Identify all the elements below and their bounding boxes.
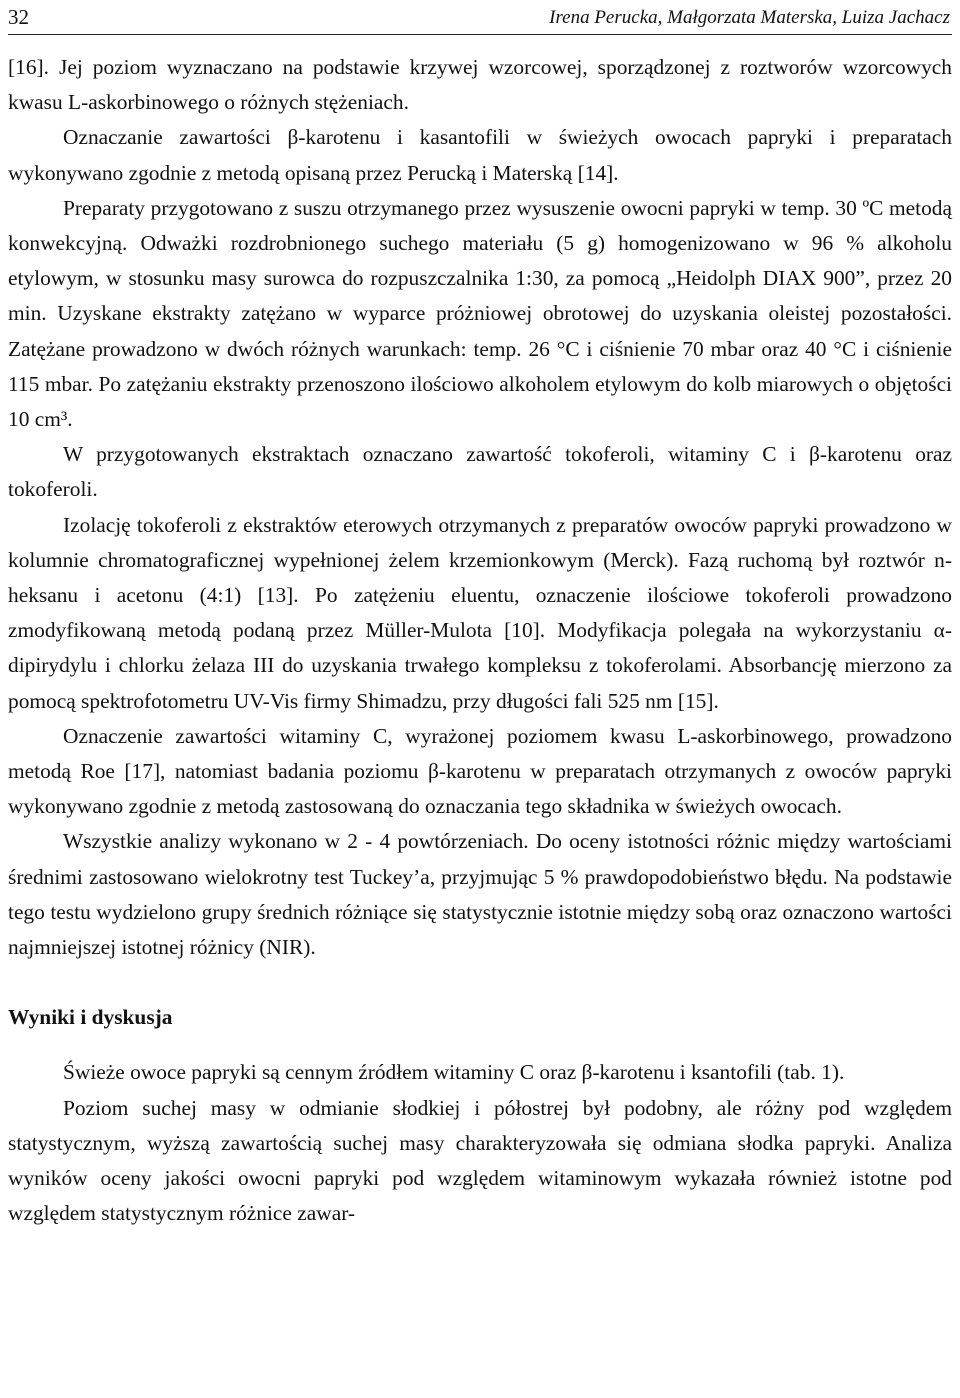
page-number: 32 <box>8 5 29 29</box>
paragraph: Poziom suchej masy w odmianie słodkiej i półostrej był podobny, ale różny pod względem statystycznym, wyższą zawartością suchej masy charakteryzowała się odmiana słodka papryki. Analiza wyników oceny jakości owocni papryki pod względem witaminowym wykazała również istotne pod względem statystycznym różnice zawar- <box>8 1095 952 1226</box>
paragraph: Oznaczenie zawartości witaminy C, wyrażonej poziomem kwasu L-askorbinowego, prowadzono metodą Roe [17], natomiast badania poziomu β-karotenu w preparatach otrzymanych z owoców papryki wykonywano zgodnie z metodą zastosowaną do oznaczania tego składnika w świeżych owocach. <box>8 723 952 819</box>
running-head: Irena Perucka, Małgorzata Materska, Luiza Jachacz <box>549 7 950 28</box>
page-header <box>8 4 952 35</box>
paragraph: W przygotowanych ekstraktach oznaczano zawartość tokoferoli, witaminy C i β-karotenu oraz tokoferoli. <box>8 442 952 502</box>
paragraph: Izolację tokoferoli z ekstraktów eterowych otrzymanych z preparatów owoców papryki prowadzono w kolumnie chromatograficznej wypełnionej żelem krzemionkowym (Merck). Fazą ruchomą był roztwór n-heksanu i acetonu (4:1) [13]. Po zatężeniu eluentu, oznaczenie ilościowe tokoferoli prowadzono zmodyfikowaną metodą podaną przez Müller-Mulota [10]. Modyfikacja polegała na wykorzystaniu α-dipirydylu i chlorku żelaza III do uzyskania trwałego kompleksu z tokoferolami. Absorbancję mierzono za pomocą spektrofotometru UV-Vis firmy Shimadzu, przy długości fali 525 nm [15]. <box>8 512 952 713</box>
body-text <box>8 50 952 1232</box>
paragraph: Preparaty przygotowano z suszu otrzymanego przez wysuszenie owocni papryki w temp. 30 ºC metodą konwekcyjną. Odważki rozdrobnionego suchego materiału (5 g) homogenizowano w 96 % alkoholu etylowym, w stosunku masy surowca do rozpuszczalnika 1:30, za pomocą „Heidolph DIAX 900”, przez 20 min. Uzyskane ekstrakty zatężano w wyparce próżniowej obrotowej do uzyskania oleistej pozostałości. Zatężane prowadzono w dwóch różnych warunkach: temp. 26 °C i ciśnienie 70 mbar oraz 40 °C i ciśnienie 115 mbar. Po zatężaniu ekstrakty przenoszono ilościowo alkoholem etylowym do kolb miarowych o objętości 10 cm³. <box>8 195 952 432</box>
section-heading: Wyniki i dyskusja <box>8 1005 173 1030</box>
paragraph: Wszystkie analizy wykonano w 2 - 4 powtórzeniach. Do oceny istotności różnic między wartościami średnimi zastosowano wielokrotny test Tuckey’a, przyjmując 5 % prawdopodobieństwo błędu. Na podstawie tego testu wydzielono grupy średnich różniące się statystycznie istotnie między sobą oraz oznaczono wartości najmniejszej istotnej różnicy (NIR). <box>8 829 952 960</box>
paragraph: Oznaczanie zawartości β-karotenu i kasantofili w świeżych owocach papryki i preparatach wykonywano zgodnie z metodą opisaną przez Perucką i Materską [14]. <box>8 125 952 185</box>
paragraph: Świeże owoce papryki są cennym źródłem witaminy C oraz β-karotenu i ksantofili (tab. 1). <box>63 1060 845 1085</box>
paragraph: [16]. Jej poziom wyznaczano na podstawie krzywej wzorcowej, sporządzonej z roztworów wzorcowych kwasu L-askorbinowego o różnych stężeniach. <box>8 55 952 115</box>
